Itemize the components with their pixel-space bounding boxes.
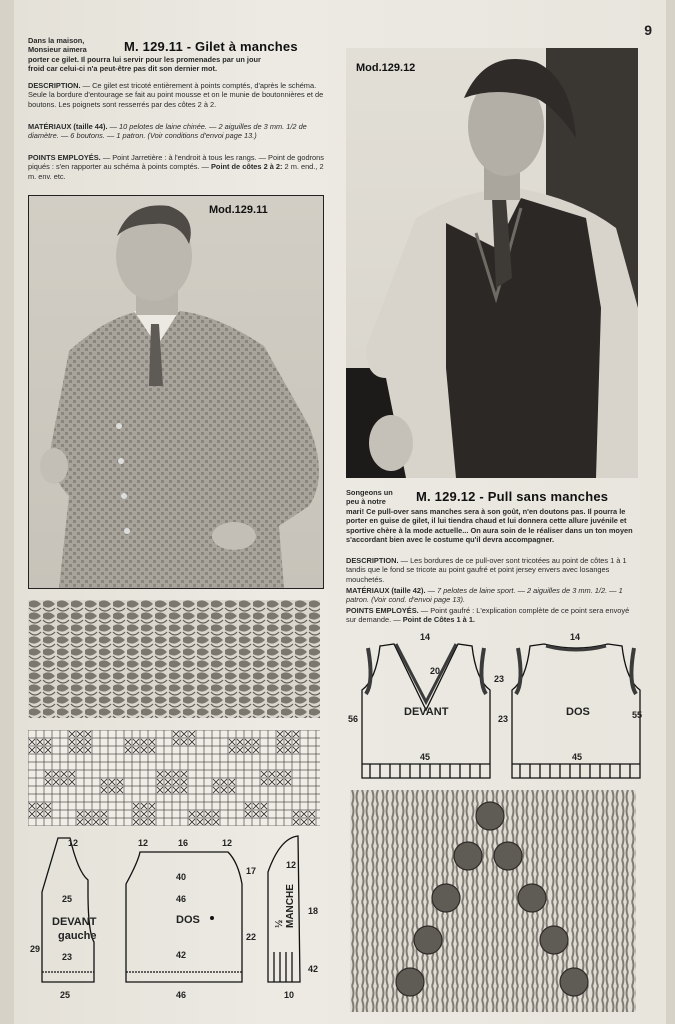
left-intro-line-1: Dans la maison, [28, 36, 85, 45]
cardigan-man-illustration [29, 196, 323, 588]
dos-label-right: DOS [566, 706, 590, 718]
dim-r-45-a: 45 [420, 752, 431, 762]
dim-12-b: 12 [138, 838, 149, 848]
stitch-swatch-right [350, 790, 636, 1012]
left-points-label-2: Point de côtes 2 à 2: [211, 162, 283, 172]
dim-r-56: 56 [348, 714, 359, 724]
right-points [346, 606, 640, 625]
vest-man-illustration [346, 48, 638, 478]
right-materials-text: — 7 pelotes de laine sport. — 2 aiguilles de 3 mm. 1/2. — 1 patron. (Voir cond. d'envoi page 13). [346, 586, 623, 605]
dim-r-20: 20 [430, 666, 441, 676]
left-title: M. 129.11 - Gilet à manches [124, 39, 298, 54]
knit-texture-right [350, 790, 636, 1012]
left-points-label: POINTS EMPLOYÉS. [28, 153, 101, 162]
left-photo-label: Mod.129.11 [209, 204, 268, 216]
dim-22: 22 [246, 932, 257, 942]
photo-cardigan-model [28, 195, 324, 589]
dim-r-55: 55 [632, 710, 643, 720]
page-number: 9 [644, 22, 652, 38]
left-materials-text: — 10 pelotes de laine chinée. — 2 aiguilles de 3 mm. 1/2 de diamètre. — 6 boutons. — 1 patron. (Voir conditions d'envoi page 13.) [28, 122, 307, 141]
dim-18: 12 [286, 860, 297, 870]
right-intro-line-2: peu à notre [346, 497, 386, 507]
left-description-label: DESCRIPTION. [28, 81, 81, 90]
stitch-chart-grid [28, 730, 320, 826]
left-intro-line-4: froid car celui-ci n'a peut-être pas dit son dernier mot. [28, 64, 218, 74]
dim-40: 40 [176, 872, 187, 882]
right-materials [346, 586, 640, 605]
right-description-label: DESCRIPTION. [346, 556, 399, 565]
right-intro-line-1: Songeons un [346, 488, 393, 497]
dim-29: 29 [30, 944, 41, 954]
dim-r-23-b: 23 [498, 714, 509, 724]
dim-10: 42 [308, 964, 319, 974]
right-materials-label: MATÉRIAUX (taille 42). [346, 586, 426, 595]
dim-12-d: 10 [284, 990, 295, 1000]
left-materials-label: MATÉRIAUX (taille 44). [28, 122, 108, 131]
magazine-page [14, 0, 666, 1024]
left-description [28, 81, 328, 109]
photo-sleeveless-model [346, 48, 638, 478]
dim-16: 16 [178, 838, 189, 848]
dim-r-45-b: 45 [572, 752, 583, 762]
right-description-text: — Les bordures de ce pull-over sont tricotées au point de côtes 1 à 1 tandis que le fond se tricote au point gaufré et point jersey envers avec losanges mouchetés. [346, 556, 627, 584]
dim-25-a: 25 [62, 894, 73, 904]
dim-12-a: 12 [68, 838, 79, 848]
dim-12-c: 12 [222, 838, 233, 848]
vest-schematic-svg [346, 630, 646, 782]
dim-46-a: 46 [176, 894, 187, 904]
dos-label-left: DOS [176, 914, 200, 926]
knit-texture-left [28, 600, 320, 718]
dim-r-14-a: 14 [420, 632, 431, 642]
stitch-swatch-left [28, 600, 320, 718]
right-points-label-2: Point de Côtes 1 à 1. [402, 615, 475, 625]
left-intro-line-3: porter ce gilet. Il pourra lui servir pour les promenades par un jour [28, 54, 261, 64]
dim-42: 42 [176, 950, 187, 960]
dim-17: 17 [246, 866, 257, 876]
left-points [28, 153, 328, 181]
right-title: M. 129.12 - Pull sans manches [416, 489, 609, 504]
devant-label-right: DEVANT [404, 706, 449, 718]
dim-42-b: 18 [308, 906, 319, 916]
dim-r-14-b: 14 [570, 632, 581, 642]
dim-23: 23 [62, 952, 73, 962]
dim-46-b: 46 [176, 990, 187, 1000]
left-points-text: — Point Jarretière : à l'endroit à tous les rangs. — Point de godrons piqués : s'en rapporter au schéma à points comptés. — [28, 153, 324, 172]
devant-gauche-label-1: DEVANT [52, 916, 97, 928]
right-description [346, 556, 640, 584]
right-intro-line-3: mari! Ce pull-over sans manches sera à son goût, n'en doutons pas. Il pourra le porter en guise de gilet, il lui tiendra chaud et lui donnera cette allure juvénile et sportive chère à la mode actuelle... On aura soin de le réaliser dans un ton moyen s'accordant bien avec le costume qu'il devra accompagner. [346, 506, 633, 545]
devant-gauche-label-2: gauche [58, 930, 97, 942]
left-intro-line-2: Monsieur aimera [28, 45, 87, 55]
dim-r-23-a: 23 [494, 674, 505, 684]
right-photo-label: Mod.129.12 [356, 62, 416, 74]
left-points-text-2: 2 m. end., 2 m. env. etc. [28, 162, 324, 181]
right-points-text: — Point gaufré : L'explication complète de ce point sera envoyé sur demande. — [346, 606, 630, 625]
vest-schematic [346, 630, 646, 782]
left-materials [28, 122, 328, 141]
right-points-label: POINTS EMPLOYÉS. [346, 606, 419, 615]
dim-25-b: 25 [60, 990, 71, 1000]
manche-label: ½ MANCHE [274, 884, 296, 928]
left-description-text: — Ce gilet est tricoté entièrement à points comptés, d'après le schéma. Seule la bordure d'entourage se fait au point mousse et on le munie de boutonnières et de boutons. Les poignets sont resserrés par des côtes 2 à 2. [28, 81, 324, 109]
cardigan-schematic [28, 832, 328, 1012]
chart-grid-svg [28, 730, 320, 826]
